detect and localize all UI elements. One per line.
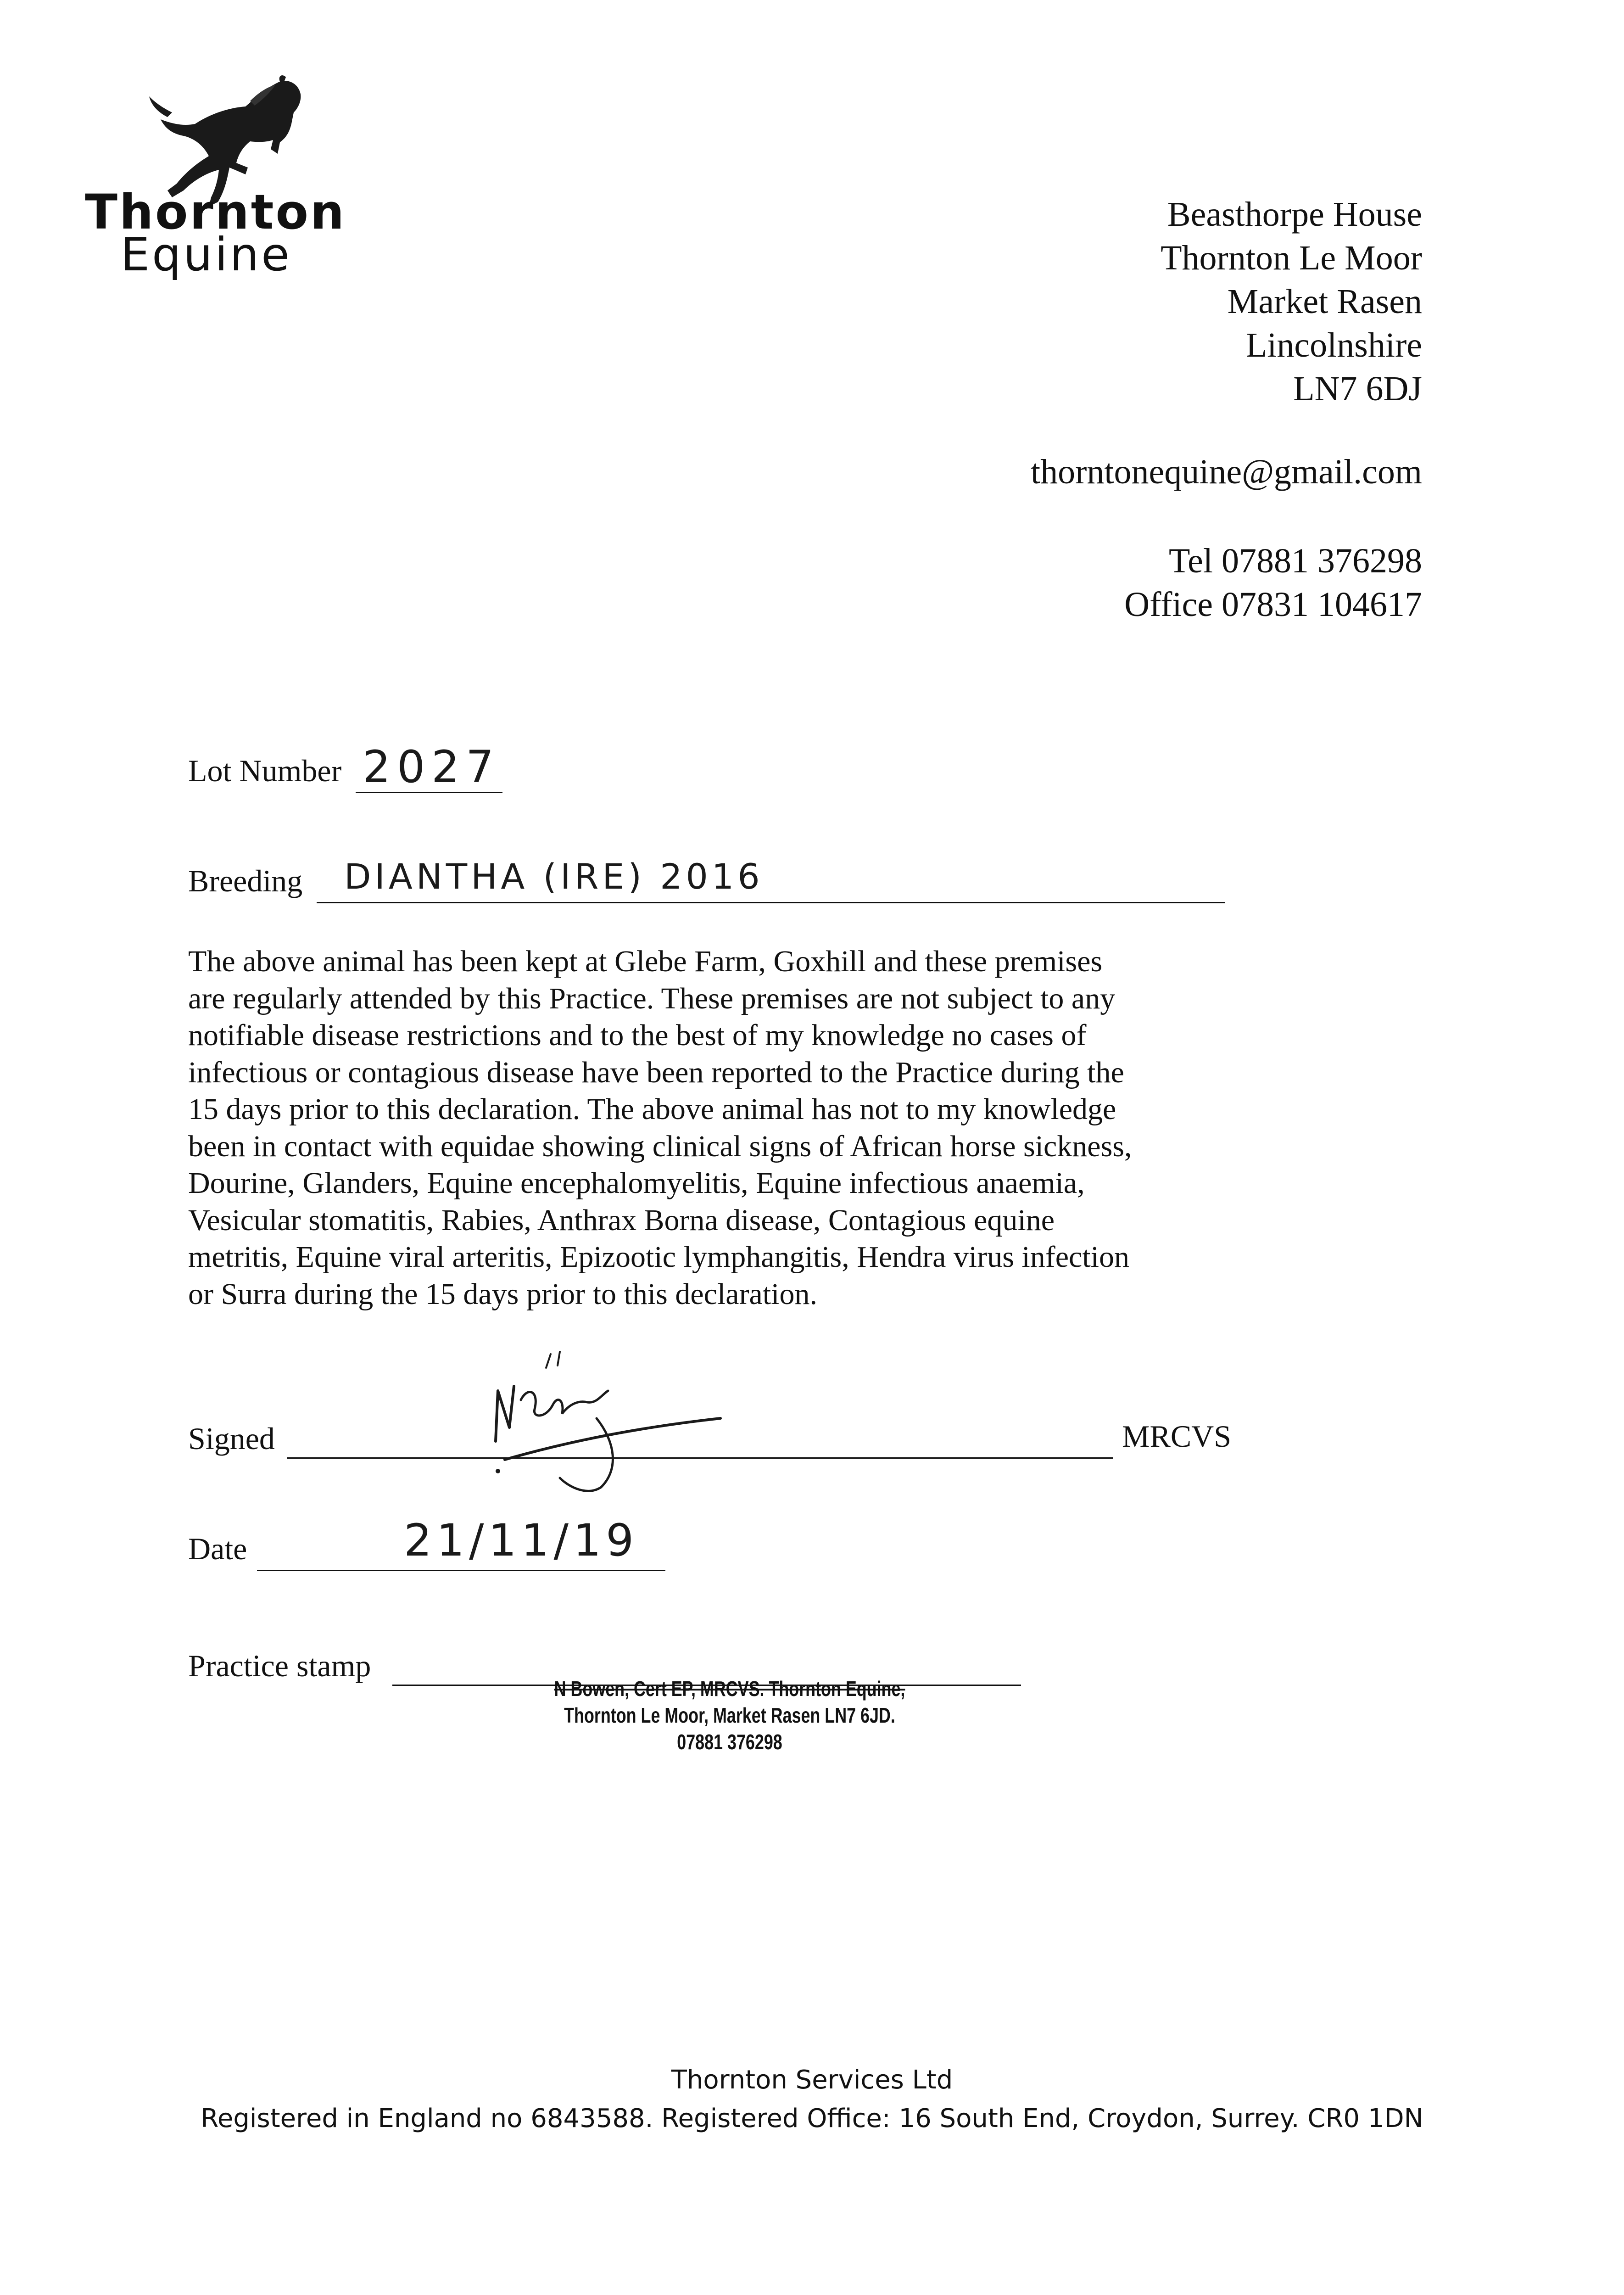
- footer-company-name: Thornton Services Ltd: [671, 2065, 953, 2095]
- practice-stamp-label: Practice stamp: [188, 1648, 371, 1683]
- signed-label: Signed: [188, 1421, 275, 1456]
- mrcvs-suffix: MRCVS: [1122, 1419, 1232, 1454]
- stamp-line: 07881 376298: [677, 1730, 782, 1754]
- logo-wordmark-line2: Equine: [121, 228, 292, 281]
- stamp-line: N Bowen, Cert EP, MRCVS. Thornton Equine,: [554, 1677, 905, 1701]
- address-line: Market Rasen: [1227, 282, 1422, 321]
- logo-wordmark-line1: Thornton: [85, 184, 346, 240]
- breeding-value: DIANTHA (IRE) 2016: [344, 856, 764, 897]
- lot-number-label: Lot Number: [188, 753, 342, 788]
- date-label: Date: [188, 1531, 247, 1566]
- stamp-line: Thornton Le Moor, Market Rasen LN7 6JD.: [564, 1703, 895, 1727]
- practice-address: [1161, 193, 1422, 411]
- address-line: Beasthorpe House: [1167, 195, 1422, 234]
- date-line: [257, 1570, 665, 1571]
- office-number: Office 07831 104617: [1124, 585, 1422, 624]
- address-line: Lincolnshire: [1245, 326, 1422, 364]
- practice-stamp: [547, 1675, 912, 1755]
- company-footer: [0, 2061, 1624, 2138]
- contact-phones: [1124, 539, 1422, 627]
- address-postcode: LN7 6DJ: [1293, 369, 1422, 408]
- contact-email: thorntonequine@gmail.com: [1030, 453, 1422, 491]
- handwritten-signature: [477, 1349, 734, 1524]
- health-declaration-text: The above animal has been kept at Glebe Farm, Goxhill and these premises are regularly attended by this Practice. These premises are not subject to any notifiable disease restrictions and to the best of my knowledge no cases of infectious or contagious disease have been reported to the Practice during the 15 days prior to this declaration. The above animal has not to my knowledge been in contact with equidae showing clinical signs of African horse sickness, Dourine, Glanders, Equine encephalomyelitis, Equine infectious anaemia, Vesicular stomatitis, Rabies, Anthrax Borna disease, Contagious equine metritis, Equine viral arteritis, Epizootic lymphangitis, Hendra virus infection or Surra during the 15 days prior to this declaration.: [188, 945, 1132, 1311]
- date-value: 21/11/19: [404, 1515, 639, 1566]
- footer-registration: Registered in England no 6843588. Registered Office: 16 South End, Croydon, Surrey. CR0 1DN: [201, 2104, 1423, 2133]
- address-line: Thornton Le Moor: [1161, 239, 1422, 277]
- thornton-equine-logo: [80, 73, 346, 285]
- breeding-label: Breeding: [188, 863, 303, 898]
- telephone-number: Tel 07881 376298: [1169, 542, 1422, 580]
- lot-number-value: 2027: [363, 741, 501, 793]
- breeding-line: [317, 902, 1225, 903]
